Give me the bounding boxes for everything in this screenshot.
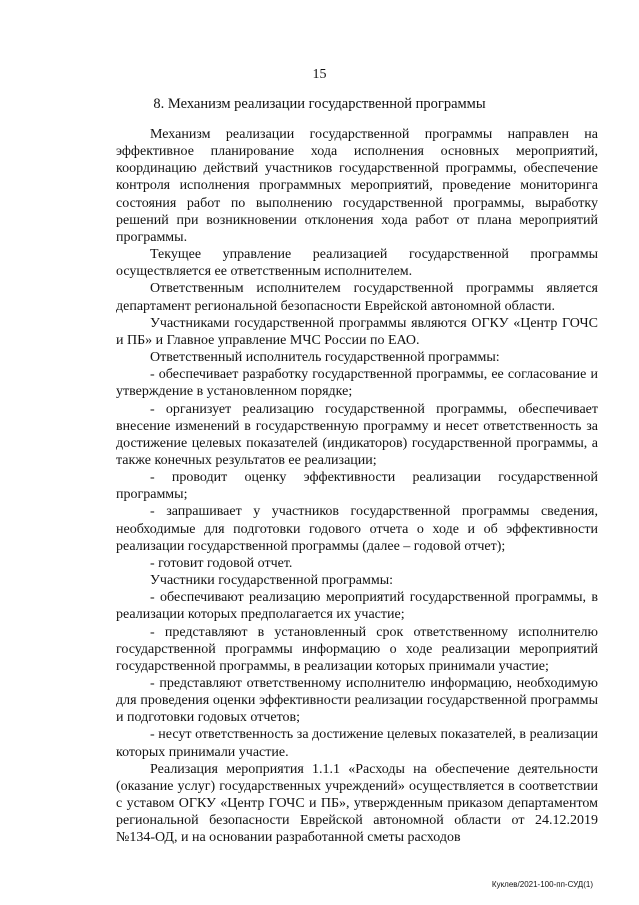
paragraph-executor-duties-heading: Ответственный исполнитель государственной программы:: [150, 350, 500, 366]
list-item: - представляют в установленный срок ответственному исполнителю государственной программы информацию о ходе реализации мероприятий государственной программы, в реализации которых принимали участие;: [116, 624, 598, 674]
list-item: - представляют ответственному исполнителю информацию, необходимую для проведения оценки эффективности реализации государственной программы и подготовки годовых отчетов;: [116, 676, 598, 726]
paragraph-participants-duties-heading: Участники государственной программы:: [150, 573, 394, 589]
paragraph-responsible-executor: Ответственным исполнителем государственной программы является департамент региональной безопасности Еврейской автономной области.: [116, 281, 598, 314]
list-item: - обеспечивают реализацию мероприятий государственной программы, в реализации которых предполагается их участие;: [116, 590, 598, 623]
footer-code: Куклев/2021-100-пп-СУД(1): [491, 880, 593, 889]
page-number: 15: [312, 67, 327, 82]
list-item: - запрашивает у участников государственной программы сведения, необходимые для подготовки годового отчета о ходе и об эффективности реализации государственной программы (далее – годовой отчет);: [116, 504, 598, 554]
body-text: [116, 126, 598, 847]
paragraph-participants: Участниками государственной программы являются ОГКУ «Центр ГОЧС и ПБ» и Главное управление МЧС России по ЕАО.: [116, 315, 598, 348]
list-item: - обеспечивает разработку государственной программы, ее согласование и утверждение в установленном порядке;: [116, 367, 598, 400]
paragraph-activity-implementation: Реализация мероприятия 1.1.1 «Расходы на обеспечение деятельности (оказание услуг) государственных учреждений» осуществляется в соответствии с уставом ОГКУ «Центр ГОЧС и ПБ», утвержденным приказом департаментом региональной безопасности Еврейской автономной области от 24.12.2019 №134-ОД, и на основании разработанной сметы расходов: [116, 761, 598, 846]
list-item: - организует реализацию государственной программы, обеспечивает внесение изменений в государственную программу и несет ответственность за достижение целевых показателей (индикаторов) государственной программы, а также конечных результатов ее реализации;: [116, 401, 598, 468]
list-item: - готовит годовой отчет.: [150, 555, 293, 571]
list-item: - проводит оценку эффективности реализации государственной программы;: [116, 470, 598, 503]
paragraph-current-management: Текущее управление реализацией государственной программы осуществляется ее ответственным исполнителем.: [116, 247, 598, 280]
list-item: - несут ответственность за достижение целевых показателей, в реализации которых принимали участие.: [116, 727, 598, 760]
paragraph-mechanism: Механизм реализации государственной программы направлен на эффективное планирование хода исполнения основных мероприятий, координацию действий участников государственной программы, обеспечение контроля исполнения программных мероприятий, проведение мониторинга состояния работ по выполнению государственной программы, выработку решений при возникновении отклонения хода работ от плана мероприятий программы.: [116, 127, 598, 245]
section-title: 8. Механизм реализации государственной программы: [153, 96, 486, 112]
